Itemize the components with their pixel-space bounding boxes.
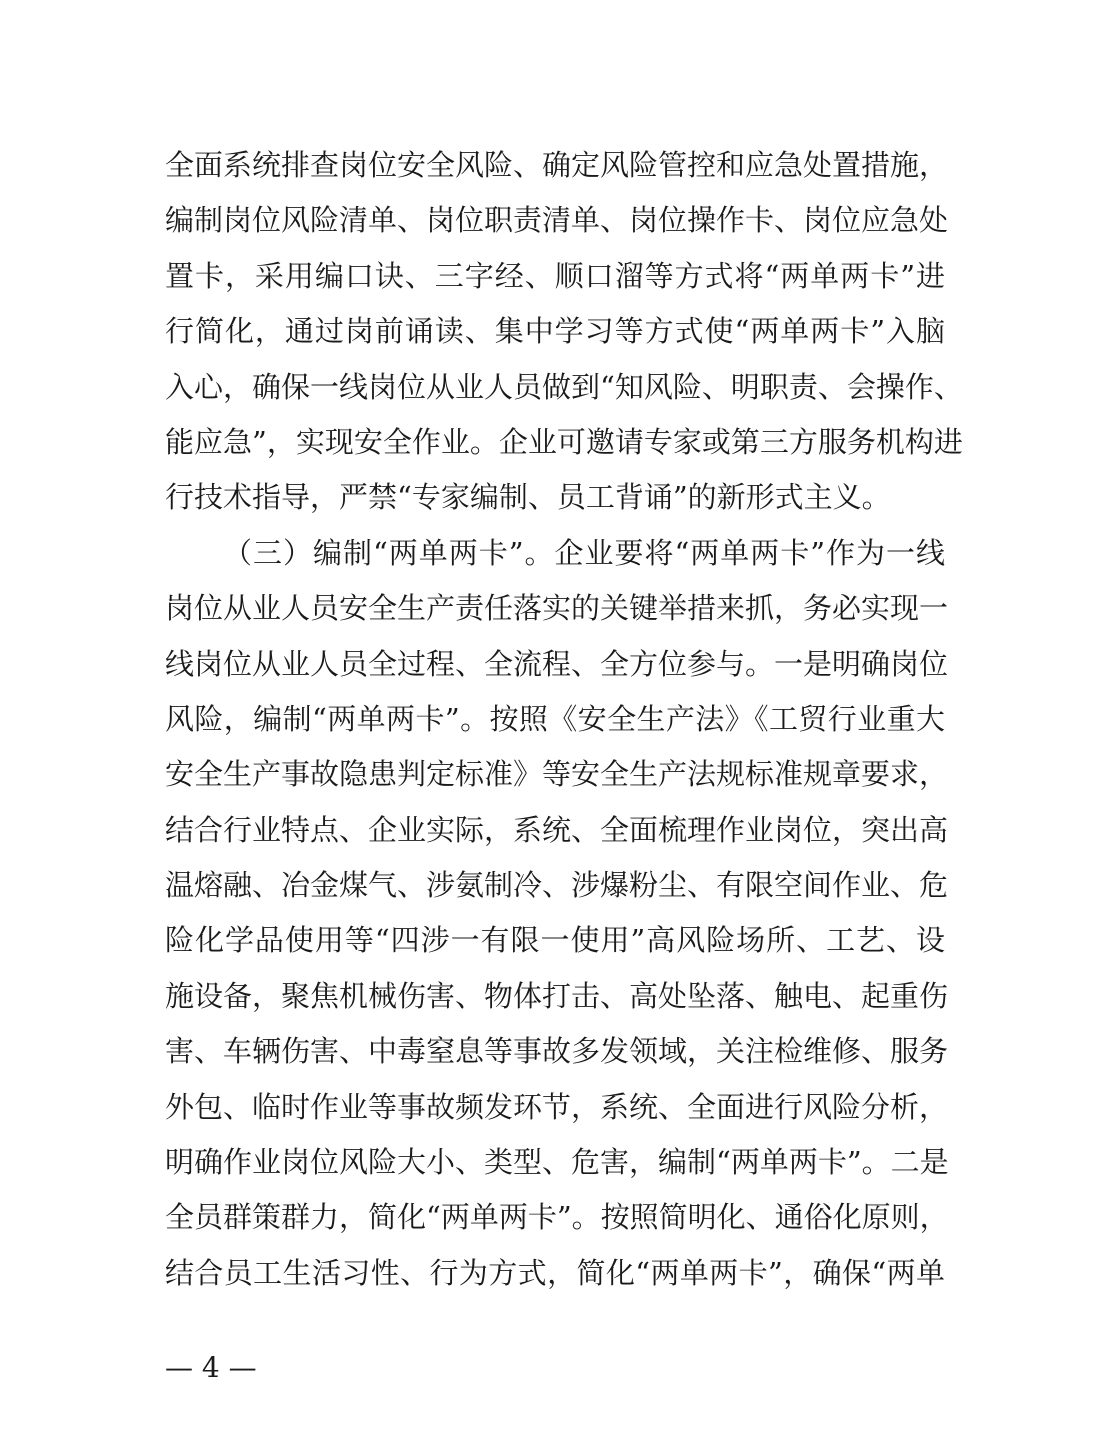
text-line: 结合员工生活习性、行为方式，简化“两单两卡”，确保“两单 [165,1255,945,1290]
text-line: 入心，确保一线岗位从业人员做到“知风险、明职责、会操作、 [165,369,963,404]
text-line: 岗位从业人员安全生产责任落实的关键举措来抓，务必实现一 [165,591,949,626]
text-line: 害、车辆伤害、中毒窒息等事故多发领域，关注检维修、服务 [165,1034,949,1069]
text-line: 外包、临时作业等事故频发环节，系统、全面进行风险分析， [165,1089,949,1124]
section-heading-line: （三）编制“两单两卡”。企业要将“两单两卡”作为一线 [223,535,945,570]
text-line: 温熔融、冶金煤气、涉氨制冷、涉爆粉尘、有限空间作业、危 [165,868,949,903]
text-line: 安全生产事故隐患判定标准》等安全生产法规标准规章要求， [165,757,949,792]
text-line: 结合行业特点、企业实际，系统、全面梳理作业岗位，突出高 [165,812,949,847]
text-line: 编制岗位风险清单、岗位职责清单、岗位操作卡、岗位应急处 [165,203,949,238]
text-line: 线岗位从业人员全过程、全流程、全方位参与。一是明确岗位 [165,646,949,681]
text-line: 明确作业岗位风险大小、类型、危害，编制“两单两卡”。二是 [165,1145,949,1180]
text-line: 施设备，聚焦机械伤害、物体打击、高处坠落、触电、起重伤 [165,978,949,1013]
text-line: 行技术指导，严禁“专家编制、员工背诵”的新形式主义。 [165,480,891,515]
text-line: 全面系统排查岗位安全风险、确定风险管控和应急处置措施， [165,148,949,182]
page-number: — 4 — [165,1351,257,1384]
text-line: 风险，编制“两单两卡”。按照《安全生产法》《工贸行业重大 [165,701,945,736]
body-text [165,138,963,1301]
text-line: 能应急”，实现安全作业。企业可邀请专家或第三方服务机构进 [165,424,963,459]
text-line: 行简化，通过岗前诵读、集中学习等方式使“两单两卡”入脑 [165,314,945,349]
text-line: 险化学品使用等“四涉一有限一使用”高风险场所、工艺、设 [165,923,945,958]
text-line: 全员群策群力，简化“两单两卡”。按照简明化、通俗化原则， [165,1200,949,1235]
text-line: 置卡，采用编口诀、三字经、顺口溜等方式将“两单两卡”进 [165,258,945,293]
